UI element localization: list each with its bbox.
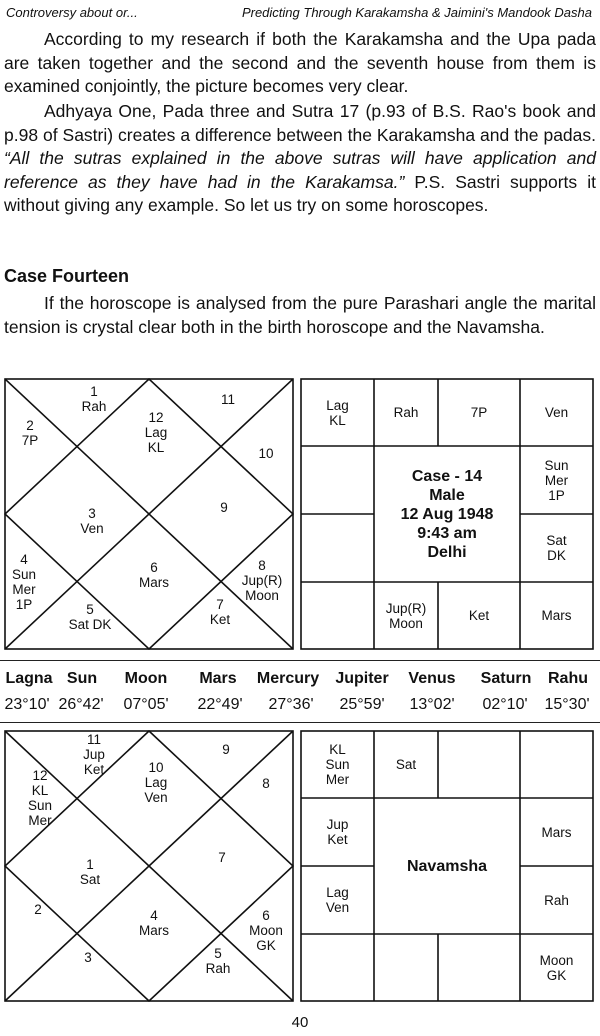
rasi-north-chart (4, 378, 294, 650)
planet-name: Saturn (480, 670, 532, 687)
sign-virgo: Mars (541, 608, 572, 623)
sutra-quote: “All the sutras explained in the above sutras will have application and reference as they have had in the Karakamsa.” (4, 148, 596, 192)
planet-degree: 13°02' (409, 696, 455, 713)
house-11: 11 Jup Ket (83, 732, 105, 777)
chart-info: Case - 14 Male 12 Aug 1948 9:43 am Delhi (400, 467, 494, 561)
house-1: 1 Rah (81, 384, 107, 414)
house-10: 10 (258, 446, 274, 461)
planet-degree: 27°36' (268, 696, 314, 713)
sign-aries: Rah (393, 405, 419, 420)
paragraph-1 (4, 28, 596, 99)
planet-degree: 02°10' (482, 696, 528, 713)
planet-degree: 22°49' (197, 696, 243, 713)
header-left: Controversy about or... (6, 5, 138, 20)
running-header (4, 2, 594, 22)
paragraph-2-start: Adhyaya One, Pada three and Sutra 17 (p.93 of B.S. Rao's book and p.98 of Sastri) creates a difference between the Karakamsha and the padas. (4, 101, 596, 145)
header-right: Predicting Through Karakamsha & Jaimini's Mandook Dasha (241, 5, 592, 20)
planet-degree: 26°42' (58, 696, 104, 713)
page-number: 40 (291, 1014, 309, 1031)
house-9: 9 (222, 742, 230, 757)
sign-cancer: Sun Mer 1P (544, 457, 569, 503)
planet-degree: 15°30' (544, 696, 590, 713)
paragraph-2-end: P.S. Sastri supports it without giving any example. So let us try on some horoscopes. (4, 171, 596, 215)
house-6: 6 Moon GK (249, 908, 283, 953)
sign-aries: Sat (395, 757, 417, 772)
house-7: 7 Ket (209, 597, 231, 627)
house-1: 1 Sat (79, 857, 101, 887)
sign-gemini: Mars (541, 824, 572, 840)
paragraph-3-text: If the horoscope is analysed from the pure Parashari angle the marital tension is crystal clear both in the birth horoscope and the Navamsha. (4, 293, 596, 337)
house-12: 12 Lag KL (144, 410, 168, 455)
sign-leo: Moon GK (539, 952, 574, 983)
sign-pisces: Lag KL (326, 397, 349, 428)
house-2: 2 7P (21, 418, 39, 448)
rasi-south-chart (300, 378, 594, 650)
house-9: 9 (220, 500, 228, 515)
house-5: 5 Rah (205, 946, 231, 976)
sign-taurus: 7P (470, 405, 488, 420)
house-7: 7 (218, 850, 226, 865)
table-bottom-rule (0, 722, 600, 723)
paragraph-3 (4, 292, 596, 339)
planet-name: Jupiter (335, 670, 389, 687)
navamsha-north-chart (4, 730, 294, 1002)
sign-leo: Sat DK (546, 533, 567, 563)
house-8: 8 (262, 776, 270, 791)
house-11: 11 (220, 392, 236, 407)
house-6: 6 Mars (139, 560, 169, 590)
house-3: 3 Ven (80, 506, 104, 536)
house-4: 4 Mars (139, 908, 169, 938)
sign-aquarius: Jup Ket (326, 817, 349, 847)
planet-name: Venus (408, 670, 456, 687)
section-heading: Case Fourteen (4, 266, 130, 286)
planet-name: Rahu (548, 670, 588, 687)
house-4: 4 Sun Mer 1P (11, 552, 37, 612)
sign-capricorn: Lag Ven (325, 885, 350, 915)
house-3: 3 (84, 950, 92, 965)
sign-scorpio: Jup(R) Moon (385, 600, 427, 631)
planet-name: Mars (199, 670, 237, 687)
planet-name: Sun (66, 670, 98, 687)
planet-name: Moon (124, 670, 168, 687)
planet-name: Lagna (5, 670, 53, 687)
planet-degree: 07°05' (123, 696, 169, 713)
paragraph-2 (4, 100, 596, 218)
house-5: 5 Sat DK (68, 602, 112, 632)
house-10: 10 Lag Ven (144, 760, 168, 805)
house-12: 12 KL Sun Mer (27, 768, 53, 828)
sign-cancer: Rah (544, 892, 569, 908)
navamsha-label: Navamsha (406, 857, 488, 875)
sign-libra: Ket (468, 608, 490, 623)
paragraph-1-text: According to my research if both the Karakamsha and the Upa pada are taken together and the second and the seventh house from them is examined conjointly, the picture becomes very clear. (4, 29, 596, 96)
sign-gemini: Ven (544, 405, 569, 420)
planet-degree: 23°10' (4, 696, 50, 713)
table-top-rule (0, 660, 600, 661)
planet-degree: 25°59' (339, 696, 385, 713)
sign-pisces: KL Sun Mer (325, 742, 350, 787)
house-2: 2 (34, 902, 42, 917)
planet-name: Mercury (256, 670, 320, 687)
navamsha-south-chart (300, 730, 594, 1002)
house-8: 8 Jup(R) Moon (241, 558, 283, 603)
